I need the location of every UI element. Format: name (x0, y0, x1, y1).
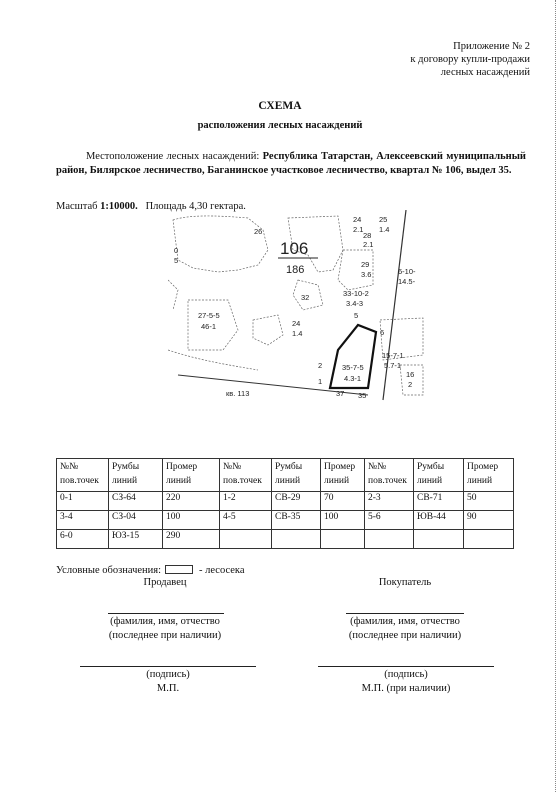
table-cell: ЮВ-44 (414, 511, 464, 530)
map-label-5-7-1: 5.7-1 (384, 361, 402, 370)
map-scheme (168, 210, 428, 410)
buyer-title: Покупатель (378, 577, 432, 588)
table-cell: 2-3 (365, 492, 414, 511)
map-label-46-1: 46-1 (201, 322, 217, 331)
buyer-stamp: М.П. (при наличии) (361, 683, 451, 694)
map-label-5: 5 (174, 256, 179, 265)
table-cell (321, 530, 365, 549)
document-title: СХЕМА (258, 100, 302, 112)
table-cell: 5-6 (365, 511, 414, 530)
map-label-2: 2 (408, 380, 413, 389)
table-cell: 0-1 (57, 492, 109, 511)
document-subtitle: расположения лесных насаждений (197, 120, 363, 131)
table-cell: ЮЗ-15 (109, 530, 163, 549)
map-label-6-10: 6-10- (398, 267, 416, 276)
table-cell (272, 530, 321, 549)
table-cell: 6-0 (57, 530, 109, 549)
map-label-24b: 24 (292, 319, 301, 328)
seller-name-line (108, 613, 224, 614)
legend (56, 565, 245, 576)
header-cell: Румбы линий (272, 459, 321, 492)
table-cell (464, 530, 514, 549)
point-label-1: 1 (318, 377, 323, 386)
map-label-37: 37 (336, 389, 345, 398)
table-row (57, 492, 514, 511)
buyer-signature-line (318, 666, 494, 667)
buyer-name-caption (320, 615, 490, 643)
map-label-1-4b: 1.4 (292, 329, 303, 338)
map-label-26: 26 (254, 227, 263, 236)
map-label-27-5-5: 27-5-5 (198, 311, 220, 320)
seller-signature-caption (80, 668, 256, 696)
map-label-28: 28 (363, 231, 372, 240)
location-paragraph (56, 150, 526, 178)
table-row (57, 511, 514, 530)
header-cell: Румбы линий (414, 459, 464, 492)
table-cell (220, 530, 272, 549)
map-label-25: 25 (379, 215, 388, 224)
table-cell: СЗ-64 (109, 492, 163, 511)
cutting-area-legend-icon (165, 565, 193, 574)
map-label-4-3-1: 4.3-1 (344, 374, 362, 383)
header-cell: Румбы линий (109, 459, 163, 492)
seller-name-caption (80, 615, 250, 643)
map-label-36: 3.6 (361, 270, 372, 279)
header-cell: Промер линий (464, 459, 514, 492)
legend-text: - лесосека (199, 565, 245, 576)
map-label-33-10-2: 33-10-2 (343, 289, 369, 298)
map-label-15-7-1: 15-7-1 (382, 351, 404, 360)
table-cell: 4-5 (220, 511, 272, 530)
table-cell: 50 (464, 492, 514, 511)
seller-signature-line (80, 666, 256, 667)
scale-value: 1:10000. (100, 201, 138, 212)
header-cell: Промер линий (321, 459, 365, 492)
location-value: Республика Татарстан, Алексеевский муниципальный район, Билярское лесничество, Баганинское участковое лесничество, квартал № 106, выдел 35. (56, 151, 526, 176)
map-label-14-5: 14.5- (398, 277, 416, 286)
seller-title: Продавец (143, 577, 187, 588)
table-cell: 90 (464, 511, 514, 530)
point-label-2: 2 (318, 361, 323, 370)
table-header-row (57, 459, 514, 492)
table-cell: 1-2 (220, 492, 272, 511)
table-cell: 70 (321, 492, 365, 511)
buyer-name-caption-2: (последнее при наличии) (348, 630, 462, 641)
table-cell (414, 530, 464, 549)
appendix-line-1: Приложение № 2 (453, 41, 530, 52)
map-label-14: 1.4 (379, 225, 390, 234)
survey-lines-table (56, 458, 514, 549)
buyer-name-caption-1: (фамилия, имя, отчество (350, 616, 460, 627)
map-label-21: 2.1 (353, 225, 364, 234)
seller-name-caption-1: (фамилия, имя, отчество (110, 616, 220, 627)
table-cell: 290 (163, 530, 220, 549)
buyer-sign-caption: (подпись) (384, 669, 428, 680)
map-label-21b: 2.1 (363, 240, 374, 249)
table-cell: СВ-29 (272, 492, 321, 511)
scale-label: Масштаб (56, 201, 98, 212)
point-label-6: 6 (380, 328, 385, 337)
table-cell: СЗ-04 (109, 511, 163, 530)
header-cell: Промер линий (163, 459, 220, 492)
quarter-area: 186 (286, 264, 305, 276)
table-cell: 100 (321, 511, 365, 530)
area-text: Площадь 4,30 гектара. (145, 201, 246, 212)
appendix-line-2: к договору купли-продажи (410, 54, 530, 65)
table-cell: 100 (163, 511, 220, 530)
header-cell: №№ пов.точек (57, 459, 109, 492)
map-label-35: 35 (358, 391, 367, 400)
appendix-note (330, 40, 530, 79)
buyer-name-line (346, 613, 464, 614)
map-label-24: 24 (353, 215, 362, 224)
appendix-line-3: лесных насаждений (440, 67, 530, 78)
table-row (57, 530, 514, 549)
seller-sign-caption: (подпись) (146, 669, 190, 680)
location-label: Местоположение лесных насаждений: (86, 151, 260, 162)
header-cell: №№ пов.точек (365, 459, 414, 492)
map-label-29: 29 (361, 260, 370, 269)
table-cell (365, 530, 414, 549)
table-cell: 3-4 (57, 511, 109, 530)
map-label-35-7-5: 35-7-5 (342, 363, 364, 372)
map-label-kv-113: кв. 113 (226, 389, 250, 398)
seller-name-caption-2: (последнее при наличии) (108, 630, 222, 641)
header-cell: №№ пов.точек (220, 459, 272, 492)
legend-label: Условные обозначения: (56, 565, 162, 576)
point-label-5: 5 (354, 311, 359, 320)
scan-edge (551, 0, 556, 792)
map-label-0: 0 (174, 246, 179, 255)
map-label-16: 16 (406, 370, 415, 379)
table-cell: СВ-35 (272, 511, 321, 530)
seller-stamp: М.П. (156, 683, 180, 694)
quarter-number: 106 (280, 239, 309, 258)
map-label-32: 32 (301, 293, 310, 302)
quarter-boundary-line (383, 210, 406, 400)
buyer-signature-caption (318, 668, 494, 696)
table-cell: СВ-71 (414, 492, 464, 511)
table-cell: 220 (163, 492, 220, 511)
map-label-3-4-3: 3.4-3 (346, 299, 364, 308)
